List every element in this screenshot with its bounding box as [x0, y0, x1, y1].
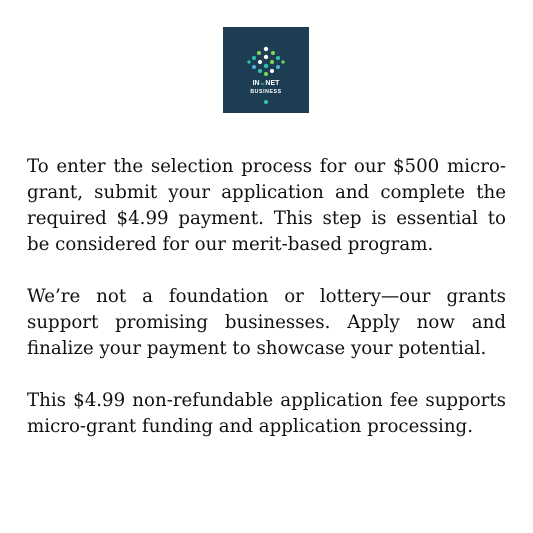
logo-line1-mid: to	[260, 81, 265, 86]
innet-business-logo	[223, 27, 309, 113]
network-dots-icon	[223, 27, 309, 113]
svg-text:INtoNET	[253, 80, 281, 87]
logo-line1-right: NET	[265, 80, 280, 87]
logo-line1-left: IN	[252, 80, 260, 87]
logo-accent-dot	[264, 100, 268, 104]
paragraph-intro: To enter the selection process for our $500 micro-grant, submit your application and complete the required $4.99 payment. This step is essential to be considered for our merit-based program.	[27, 156, 506, 255]
message-body	[27, 154, 506, 440]
paragraph-about: We’re not a foundation or lottery—our grants support promising businesses. Apply now and finalize your payment to showcase your potential.	[27, 286, 506, 359]
paragraph-fee: This $4.99 non-refundable application fee supports micro-grant funding and application processing.	[27, 390, 506, 437]
logo-line2: BUSINESS	[250, 89, 282, 95]
